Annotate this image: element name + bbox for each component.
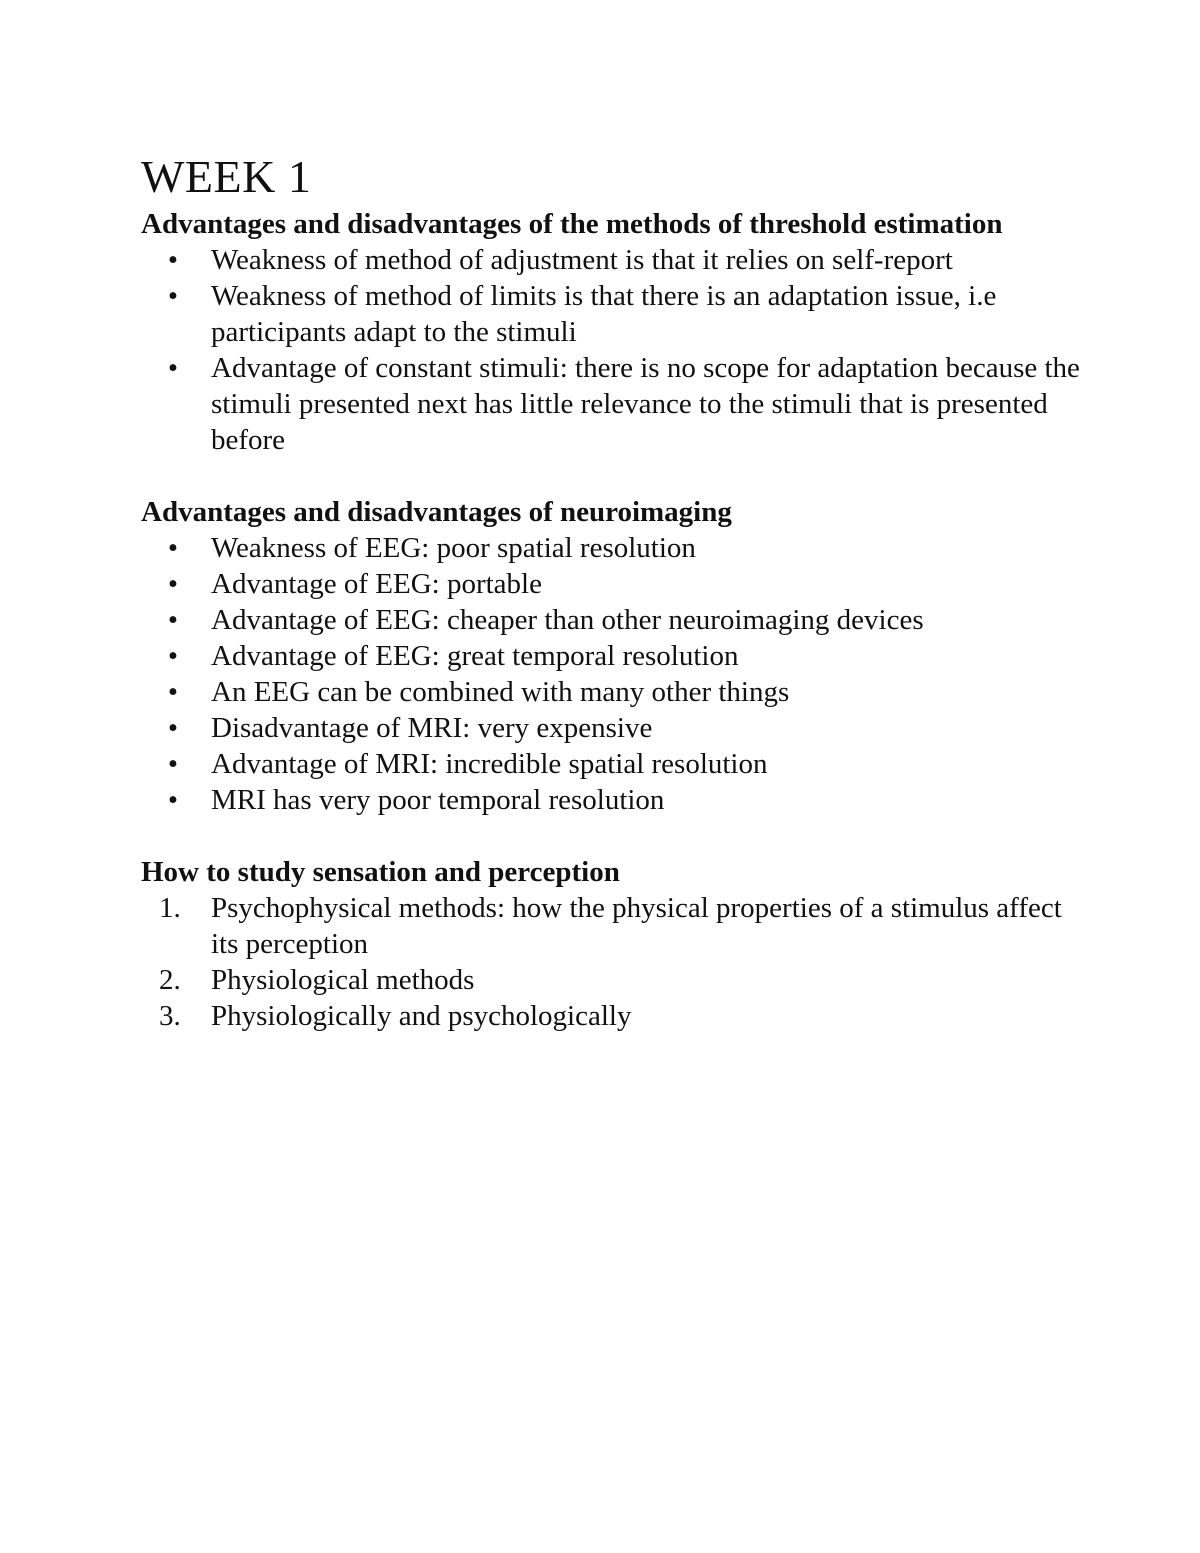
list-item	[141, 566, 1081, 602]
list-item	[141, 278, 1081, 350]
list-item	[141, 890, 1081, 962]
bullet-marker: •	[167, 640, 179, 672]
list-item	[141, 782, 1081, 818]
list-item-text: An EEG can be combined with many other things	[211, 676, 790, 708]
list-item	[141, 530, 1081, 566]
list-item	[141, 674, 1081, 710]
bullet-marker: •	[167, 784, 179, 816]
bullet-marker: •	[167, 280, 179, 312]
list-item-text: Advantage of EEG: cheaper than other neuroimaging devices	[211, 604, 924, 636]
bullet-marker: •	[167, 604, 179, 636]
list-item	[141, 242, 1081, 278]
bullet-marker: •	[167, 244, 179, 276]
bullet-marker: •	[167, 676, 179, 708]
list-item-text: Advantage of constant stimuli: there is no scope for adaptation because the stimuli presented next has little relevance to the stimuli that is presented before	[211, 352, 1080, 456]
section-heading: Advantages and disadvantages of the methods of threshold estimation	[141, 208, 1003, 240]
list-item	[141, 746, 1081, 782]
bullet-marker: •	[167, 352, 179, 384]
document-body	[141, 148, 1081, 1070]
list-item-text: Psychophysical methods: how the physical properties of a stimulus affect its perception	[211, 892, 1062, 960]
bullet-marker: •	[167, 712, 179, 744]
number-marker: 2.	[159, 964, 181, 996]
list-item	[141, 710, 1081, 746]
list-item	[141, 638, 1081, 674]
number-marker: 3.	[159, 1000, 181, 1032]
numbered-list	[141, 890, 1081, 1034]
bullet-list	[141, 530, 1081, 818]
section-sensation-perception	[141, 854, 1081, 1034]
bullet-list	[141, 242, 1081, 458]
list-item-text: Weakness of method of limits is that there is an adaptation issue, i.e participants adapt to the stimuli	[211, 280, 997, 348]
bullet-marker: •	[167, 748, 179, 780]
bullet-marker: •	[167, 568, 179, 600]
list-item	[141, 962, 1081, 998]
document-title: WEEK 1	[141, 151, 312, 202]
list-item-text: Advantage of MRI: incredible spatial resolution	[211, 748, 768, 780]
list-item	[141, 602, 1081, 638]
section-heading: Advantages and disadvantages of neuroimaging	[141, 496, 732, 528]
list-item	[141, 998, 1081, 1034]
list-item-text: Weakness of EEG: poor spatial resolution	[211, 532, 696, 564]
section-threshold-estimation	[141, 206, 1081, 458]
list-item-text: MRI has very poor temporal resolution	[211, 784, 665, 816]
list-item-text: Physiologically and psychologically	[211, 1000, 632, 1032]
section-neuroimaging	[141, 494, 1081, 818]
number-marker: 1.	[159, 892, 181, 924]
list-item-text: Weakness of method of adjustment is that it relies on self-report	[211, 244, 953, 276]
list-item-text: Physiological methods	[211, 964, 475, 996]
list-item-text: Disadvantage of MRI: very expensive	[211, 712, 653, 744]
list-item-text: Advantage of EEG: portable	[211, 568, 542, 600]
bullet-marker: •	[167, 532, 179, 564]
section-heading: How to study sensation and perception	[141, 856, 620, 888]
list-item	[141, 350, 1081, 458]
list-item-text: Advantage of EEG: great temporal resolution	[211, 640, 739, 672]
